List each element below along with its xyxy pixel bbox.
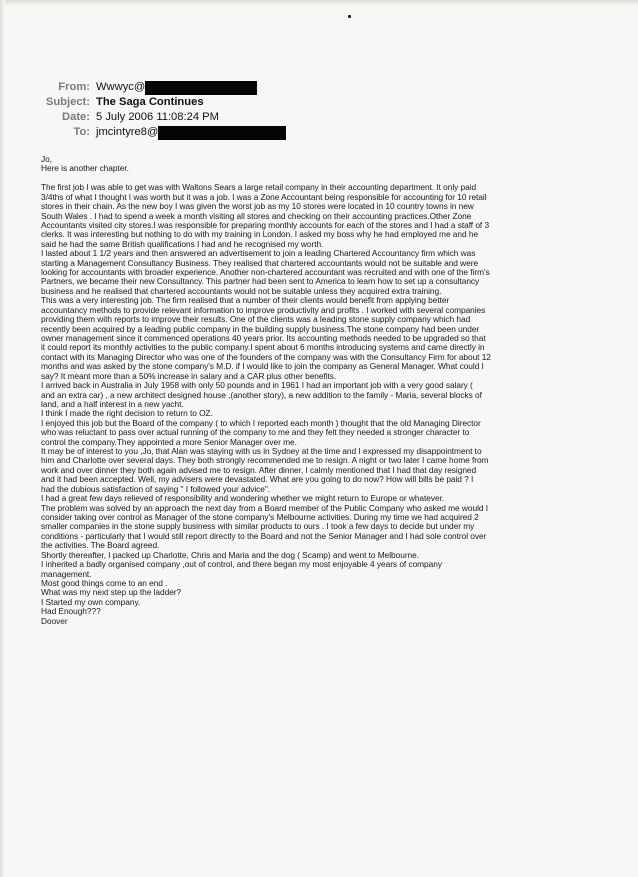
body-line: and an extra car) , a new architect designed house ,(another story), a new addition to the family - Maria, several blocks of [41,389,482,400]
to-label: To: [73,126,90,138]
subject-value: The Saga Continues [96,96,204,108]
body-line: This was a very interesting job. The firm realised that a number of their clients would benefit from applying better [41,295,450,306]
body-line: contact with its Managing Director who was one of the founders of the company was with the Consultancy Firm for about 12 [41,351,491,362]
date-value: 5 July 2006 11:08:24 PM [96,111,219,123]
scan-speck [348,15,351,18]
body-line: I arrived back in Australia in July 1958 with only 50 pounds and in 1961 I had an important job with a very good salary ( [41,380,473,391]
body-line: say? It meant more than a 50% increase in salary and a CAR plus other benefits. [41,370,337,381]
body-line: stores in their chain. As the new boy I was given the worst job as my 10 stores were located in 10 country towns in new [41,201,474,212]
body-line: consider taking over control as Manager of the stone company's Melbourne activities. During my time we had acquired 2 [41,512,479,523]
body-line: 3/4ths of what I thought I was worth but it was a job. I was a Zone Accountant being responsible for accounting for 10 retail [41,191,487,202]
email-body [41,155,607,626]
body-line: It may be of interest to you ,Jo, that Alan was staying with us in Sydney at the time and I expressed my disappointment to [41,446,482,457]
body-line: providing them with reports to improve their results. One of the clients was a leading stone supply company which had [41,314,471,325]
subject-label: Subject: [45,96,90,108]
from-label: From: [58,81,90,93]
body-text [41,183,607,626]
page-edge-left [0,0,5,877]
greeting-line: Jo, [41,154,52,164]
body-line: months and was asked by the stone company's M.D. if I would like to join the company as General Manager. What could I [41,361,484,372]
subject-row [28,95,388,110]
body-line: looking for accountants with broader experience. Another non-chartered accountant was recruited and with one of the firm's [41,267,490,278]
body-line: I think I made the right decision to return to OZ. [41,408,213,419]
to-value: jmcintyre8@ [96,126,159,138]
body-line: I had a great few days relieved of responsibility and wondering whether we might return to Europe or whatever. [41,493,445,504]
body-line: the activities. The Board agreed. [41,540,160,551]
body-line: What was my next step up the ladder? [41,587,182,598]
body-line: Had Enough??? [41,606,101,617]
greeting-line: Here is another chapter. [41,163,129,174]
body-line: I enjoyed this job but the Board of the company ( to which I reported each month ) thought that the old Managing Director [41,417,481,428]
body-line: Shortly thereafter, I packed up Charlotte, Chris and Maria and the dog ( Scamp) and went to Melbourne. [41,549,419,560]
body-line: it could report its monthly activities to the public company.I spent about 6 months introducing systems and came directly in [41,342,485,353]
body-line: The problem was solved by an approach the next day from a Board member of the Public Company who asked me would I [41,502,489,513]
from-value: Wwwyc@ [96,81,146,93]
body-line: work and over dinner they both again advised me to resign. After dinner, I calmly mentioned that I had that day resigned [41,464,477,475]
body-line: Accountants visited city stores.I was responsible for preparing monthly accounts for each of the stores and I had a staff of 3 [41,219,490,230]
from-row [28,80,388,95]
date-row [28,110,388,125]
page-edge [0,0,638,6]
body-line: recently been acquired by a leading public company in the building supply business.The stone company had been under [41,323,480,334]
date-label: Date: [62,111,90,123]
body-line: clerks. It was interesting but nothing to do with my training in London. I asked my boss why he had employed me and he [41,229,479,240]
body-line: had the dubious satisfaction of saying " I followed your advice". [41,483,271,494]
body-line: Partners, we became their new Consultancy. This partner had been sent to America to learn how to set up a consultancy [41,276,480,287]
body-line: conditions - particularly that I would still report directly to the Board and not the Senior Manager and I had sole control over [41,530,487,541]
email-header [28,80,388,140]
body-line: I lasted about 1 1/2 years and then answered an advertisement to join a leading Chartered Accountancy firm which was [41,248,476,259]
body-line: and it had been accepted. Well, my advisers were devastated. What are you going to do now? How will bills be paid ? I [41,474,474,485]
body-line: management. [41,568,92,579]
body-line: I Started my own company. [41,596,141,607]
redaction-bar [158,126,286,140]
to-row [28,125,388,140]
body-line: starting a Management Consultancy Business. They realised that chartered accountants would not be suitable and were [41,257,479,268]
body-line: said he had the same British qualifications I had and he recognised my worth. [41,238,324,249]
body-line: control the company.They appointed a more Senior Manager over me. [41,436,297,447]
body-line: The first job I was able to get was with Waltons Sears a large retail company in their accounting department. It only paid [41,182,477,193]
body-line: accountancy methods to provide relevant information to improve productivity and profits . I worked with several companies [41,304,486,315]
redaction-bar [145,81,257,95]
body-line: business and he realised that chartered accountants would not be suitable unless they acquired extra training. [41,285,442,296]
body-line: I inherited a badly organised company ,out of control, and there began my most enjoyable 4 years of company [41,559,442,570]
body-line: smaller companies in the stone supply business with similar products to ours . I took a few days to decide but under my [41,521,475,532]
body-line: Doover [41,615,68,626]
body-line: him and Charlotte over several days. They both strongly recommended me to resign. A night or two later I came home from [41,455,489,466]
body-line: South Wales . I had to spend a week a month visiting all stores and checking on their accounting practices.Other Zone [41,210,472,221]
body-line: who was reluctant to pass over actual running of the company to me and they felt they needed a stronger character to [41,427,470,438]
body-line: land, and a half interest in a new yacht. [41,398,184,409]
body-line: owner management since it commenced operations 40 years prior. Its accounting methods needed to be upgraded so that [41,333,486,343]
body-line: Most good things come to an end . [41,577,168,588]
